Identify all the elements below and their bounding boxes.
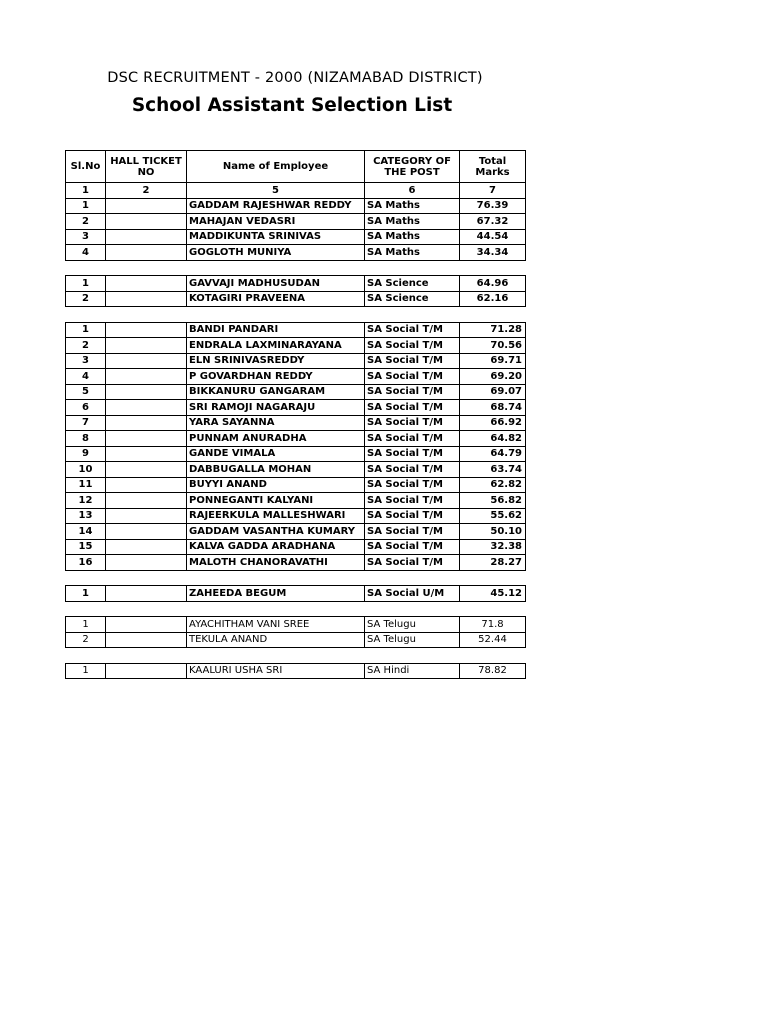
hall-ticket-cell [106,462,187,478]
table-row [66,245,526,261]
total-marks-cell: 71.8 [460,617,526,633]
serial-number-cell: 1 [66,663,106,679]
employee-name-cell: MALOTH CHANORAVATHI [187,555,365,571]
category-cell: SA Maths [365,214,460,230]
col-header-hall-ticket: HALL TICKET NO [106,151,187,183]
table-row [66,632,526,648]
category-cell: SA Maths [365,245,460,261]
total-marks-cell: 32.38 [460,539,526,555]
category-cell: SA Social T/M [365,353,460,369]
total-marks-cell: 68.74 [460,400,526,416]
document-subtitle: DSC RECRUITMENT - 2000 (NIZAMABAD DISTRICT) [107,70,483,86]
total-marks-cell: 66.92 [460,415,526,431]
employee-name-cell: DABBUGALLA MOHAN [187,462,365,478]
table-row [66,198,526,214]
group-spacer-row [66,570,526,586]
hall-ticket-cell [106,245,187,261]
total-marks-cell: 44.54 [460,229,526,245]
employee-name-cell: BUYYI ANAND [187,477,365,493]
serial-number-cell: 2 [66,214,106,230]
employee-name-cell: MAHAJAN VEDASRI [187,214,365,230]
category-cell: SA Social T/M [365,462,460,478]
total-marks-cell: 69.20 [460,369,526,385]
serial-number-cell: 12 [66,493,106,509]
table-row [66,539,526,555]
hall-ticket-cell [106,632,187,648]
column-number: 1 [66,183,106,199]
serial-number-cell: 2 [66,291,106,307]
serial-number-cell: 15 [66,539,106,555]
table-row [66,446,526,462]
hall-ticket-cell [106,415,187,431]
col-header-slno: Sl.No [66,151,106,183]
total-marks-cell: 34.34 [460,245,526,261]
employee-name-cell: KAALURI USHA SRI [187,663,365,679]
total-marks-cell: 28.27 [460,555,526,571]
total-marks-cell: 69.07 [460,384,526,400]
table-row [66,400,526,416]
table-row [66,384,526,400]
table-row [66,322,526,338]
employee-name-cell: KOTAGIRI PRAVEENA [187,291,365,307]
employee-name-cell: AYACHITHAM VANI SREE [187,617,365,633]
hall-ticket-cell [106,276,187,292]
category-cell: SA Science [365,291,460,307]
hall-ticket-cell [106,322,187,338]
category-cell: SA Social T/M [365,477,460,493]
category-cell: SA Social T/M [365,446,460,462]
category-cell: SA Social T/M [365,431,460,447]
total-marks-cell: 70.56 [460,338,526,354]
category-cell: SA Social T/M [365,508,460,524]
hall-ticket-cell [106,477,187,493]
employee-name-cell: MADDIKUNTA SRINIVAS [187,229,365,245]
category-cell: SA Social T/M [365,384,460,400]
hall-ticket-cell [106,229,187,245]
col-header-total-marks: Total Marks [460,151,526,183]
employee-name-cell: GANDE VIMALA [187,446,365,462]
table-row [66,276,526,292]
employee-name-cell: GADDAM RAJESHWAR REDDY [187,198,365,214]
total-marks-cell: 76.39 [460,198,526,214]
table-row [66,353,526,369]
serial-number-cell: 2 [66,632,106,648]
total-marks-cell: 45.12 [460,586,526,602]
category-cell: SA Social T/M [365,400,460,416]
category-cell: SA Social T/M [365,524,460,540]
category-cell: SA Social T/M [365,539,460,555]
total-marks-cell: 62.16 [460,291,526,307]
group-spacer-row [66,260,526,276]
total-marks-cell: 64.82 [460,431,526,447]
hall-ticket-cell [106,400,187,416]
employee-name-cell: ELN SRINIVASREDDY [187,353,365,369]
hall-ticket-cell [106,431,187,447]
serial-number-cell: 1 [66,322,106,338]
employee-name-cell: BIKKANURU GANGARAM [187,384,365,400]
category-cell: SA Social T/M [365,415,460,431]
category-cell: SA Telugu [365,632,460,648]
category-cell: SA Social T/M [365,493,460,509]
serial-number-cell: 8 [66,431,106,447]
selection-table [65,150,526,679]
category-cell: SA Social T/M [365,555,460,571]
total-marks-cell: 56.82 [460,493,526,509]
serial-number-cell: 4 [66,369,106,385]
employee-name-cell: ENDRALA LAXMINARAYANA [187,338,365,354]
column-number: 7 [460,183,526,199]
serial-number-cell: 16 [66,555,106,571]
hall-ticket-cell [106,663,187,679]
employee-name-cell: P GOVARDHAN REDDY [187,369,365,385]
employee-name-cell: GOGLOTH MUNIYA [187,245,365,261]
serial-number-cell: 1 [66,276,106,292]
employee-name-cell: SRI RAMOJI NAGARAJU [187,400,365,416]
hall-ticket-cell [106,493,187,509]
serial-number-cell: 9 [66,446,106,462]
group-spacer-row [66,307,526,323]
group-spacer-row [66,648,526,664]
category-cell: SA Telugu [365,617,460,633]
table-row [66,462,526,478]
category-cell: SA Social T/M [365,369,460,385]
group-spacer-row [66,601,526,617]
total-marks-cell: 50.10 [460,524,526,540]
table-row [66,431,526,447]
total-marks-cell: 62.82 [460,477,526,493]
total-marks-cell: 67.32 [460,214,526,230]
serial-number-cell: 7 [66,415,106,431]
table-row [66,338,526,354]
table-row [66,214,526,230]
employee-name-cell: PONNEGANTI KALYANI [187,493,365,509]
category-cell: SA Maths [365,198,460,214]
serial-number-cell: 13 [66,508,106,524]
employee-name-cell: TEKULA ANAND [187,632,365,648]
table-row [66,291,526,307]
table-row [66,555,526,571]
category-cell: SA Science [365,276,460,292]
table-row [66,508,526,524]
employee-name-cell: ZAHEEDA BEGUM [187,586,365,602]
table-row [66,477,526,493]
hall-ticket-cell [106,291,187,307]
total-marks-cell: 64.79 [460,446,526,462]
table-row [66,229,526,245]
table-row [66,369,526,385]
table-row [66,493,526,509]
hall-ticket-cell [106,446,187,462]
serial-number-cell: 10 [66,462,106,478]
column-number: 5 [187,183,365,199]
document-title: School Assistant Selection List [131,95,453,116]
category-cell: SA Maths [365,229,460,245]
employee-name-cell: KALVA GADDA ARADHANA [187,539,365,555]
serial-number-cell: 6 [66,400,106,416]
total-marks-cell: 52.44 [460,632,526,648]
hall-ticket-cell [106,353,187,369]
total-marks-cell: 64.96 [460,276,526,292]
category-cell: SA Social U/M [365,586,460,602]
hall-ticket-cell [106,214,187,230]
serial-number-cell: 1 [66,586,106,602]
category-cell: SA Hindi [365,663,460,679]
hall-ticket-cell [106,555,187,571]
hall-ticket-cell [106,539,187,555]
column-number: 2 [106,183,187,199]
hall-ticket-cell [106,338,187,354]
employee-name-cell: GAVVAJI MADHUSUDAN [187,276,365,292]
hall-ticket-cell [106,198,187,214]
hall-ticket-cell [106,524,187,540]
table-row [66,524,526,540]
serial-number-cell: 4 [66,245,106,261]
employee-name-cell: GADDAM VASANTHA KUMARY [187,524,365,540]
table-row [66,617,526,633]
employee-name-cell: PUNNAM ANURADHA [187,431,365,447]
serial-number-cell: 1 [66,198,106,214]
serial-number-cell: 3 [66,353,106,369]
total-marks-cell: 78.82 [460,663,526,679]
category-cell: SA Social T/M [365,338,460,354]
total-marks-cell: 71.28 [460,322,526,338]
employee-name-cell: YARA SAYANNA [187,415,365,431]
column-number: 6 [365,183,460,199]
employee-name-cell: BANDI PANDARI [187,322,365,338]
column-number-row [66,183,526,199]
hall-ticket-cell [106,508,187,524]
serial-number-cell: 11 [66,477,106,493]
table-header-row [66,151,526,183]
serial-number-cell: 3 [66,229,106,245]
serial-number-cell: 5 [66,384,106,400]
table-row [66,415,526,431]
total-marks-cell: 55.62 [460,508,526,524]
hall-ticket-cell [106,586,187,602]
serial-number-cell: 1 [66,617,106,633]
total-marks-cell: 69.71 [460,353,526,369]
serial-number-cell: 2 [66,338,106,354]
hall-ticket-cell [106,384,187,400]
table-row [66,663,526,679]
hall-ticket-cell [106,369,187,385]
serial-number-cell: 14 [66,524,106,540]
total-marks-cell: 63.74 [460,462,526,478]
employee-name-cell: RAJEERKULA MALLESHWARI [187,508,365,524]
table-row [66,586,526,602]
category-cell: SA Social T/M [365,322,460,338]
hall-ticket-cell [106,617,187,633]
col-header-name: Name of Employee [187,151,365,183]
col-header-category: CATEGORY OF THE POST [365,151,460,183]
